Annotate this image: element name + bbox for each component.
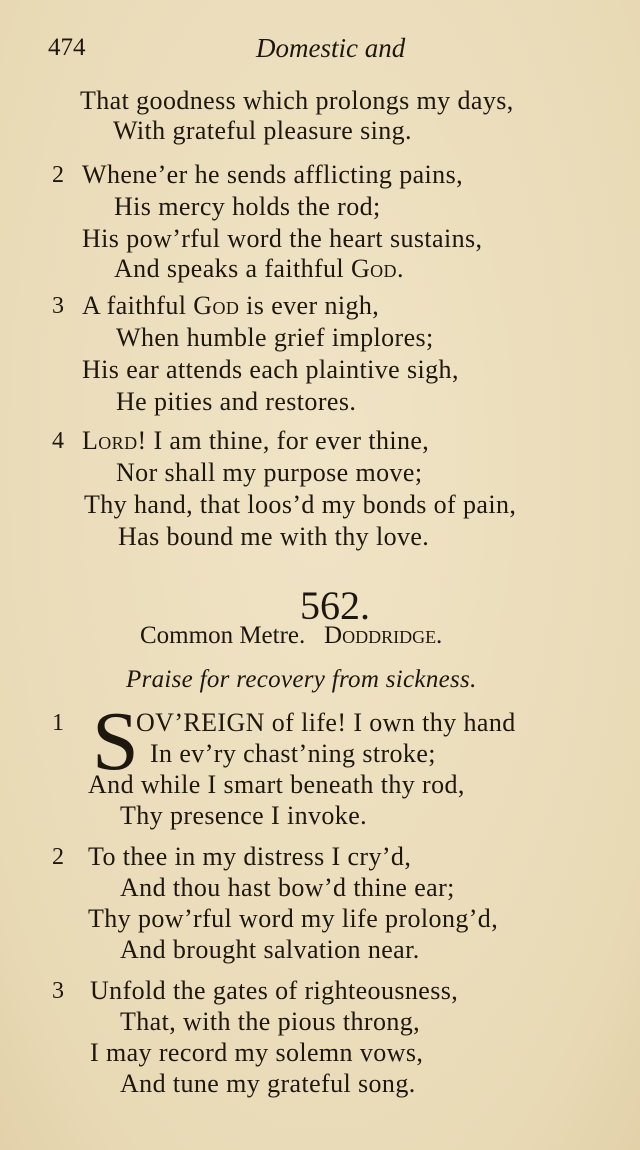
small-caps-word: God [193,291,240,320]
line-text: When humble grief implores; [116,323,434,352]
hymn-number: 562. [300,583,370,628]
verse-line [118,522,429,552]
line-text: That goodness which prolongs my days, [80,86,514,115]
line-text: Whene’er he sends afflicting pains, [82,160,463,189]
verse-line [120,1069,416,1099]
line-text: In ev’ry chast’ning stroke; [150,739,436,768]
verse-line [82,426,429,456]
line-text: And while I smart beneath thy rod, [88,770,465,799]
hymn-metre-line [140,622,442,650]
line-text: He pities and restores. [116,387,357,416]
line-text: With grateful pleasure sing. [113,116,412,145]
verse-line [114,254,404,284]
verse-line [113,116,412,146]
verse-line [84,490,516,520]
verse-line [150,739,436,769]
line-text: Nor shall my purpose move; [116,458,423,487]
line-text: And tune my grateful song. [120,1069,416,1098]
line-text: His mercy holds the rod; [114,192,381,221]
verse-number: 1 [52,710,64,736]
verse-line [114,192,381,222]
verse-line [136,708,516,738]
small-caps-word: Lord [82,426,138,455]
line-text: ! I am thine, for ever thine, [137,426,430,455]
verse-line [120,801,367,831]
line-text: And brought salvation near. [120,935,420,964]
verse-line [116,387,356,417]
verse-line [120,873,455,903]
line-text: . [396,254,404,283]
verse-line [82,224,482,254]
verse-line [82,291,379,321]
line-text: Thy pow’rful word my life prolong’d, [88,904,499,933]
line-text: His ear attends each plaintive sigh, [82,355,459,384]
running-title: Domestic and [256,33,406,63]
metre: Common Metre. [140,622,306,649]
line-text: Thy presence I invoke. [120,801,368,830]
line-text: And thou hast bow’d thine ear; [120,873,455,902]
line-text: To thee in my distress I cry’d, [88,842,412,871]
line-text: And speaks a faithful [114,254,351,283]
verse-line [116,323,434,353]
verse-line [90,976,458,1006]
verse-line [116,458,422,488]
line-text: Has bound me with thy love. [118,522,430,551]
verse-line [82,160,463,190]
line-text: I may record my solemn vows, [90,1038,424,1067]
verse-number: 3 [52,978,64,1004]
verse-line [88,904,498,934]
verse-line [88,842,411,872]
line-text: of life! I own thy hand [264,708,516,737]
line-text: Thy hand, that loos’d my bonds of pain, [84,490,517,519]
page-number: 474 [48,34,86,61]
verse-line [88,770,465,800]
verse-number: 2 [52,844,64,870]
verse-line [120,935,420,965]
verse-number: 3 [52,293,64,319]
verse-line [80,86,514,116]
hymn-subject: Praise for recovery from sickness. [126,666,477,693]
verse-line [120,1007,420,1037]
author: Doddridge. [324,622,443,649]
small-caps-word: God [350,254,397,283]
drop-cap: S [92,695,139,788]
verse-number: 4 [52,428,64,454]
verse-number: 2 [52,162,64,188]
verse-line [82,355,459,385]
line-text: is ever nigh, [239,291,380,320]
line-text: His pow’rful word the heart sustains, [82,224,483,253]
line-text: Unfold the gates of righteousness, [90,976,459,1005]
line-text: OV’REIGN [136,708,265,737]
verse-line [90,1038,423,1068]
line-text: That, with the pious throng, [120,1007,421,1036]
line-text: A faithful [82,291,194,320]
